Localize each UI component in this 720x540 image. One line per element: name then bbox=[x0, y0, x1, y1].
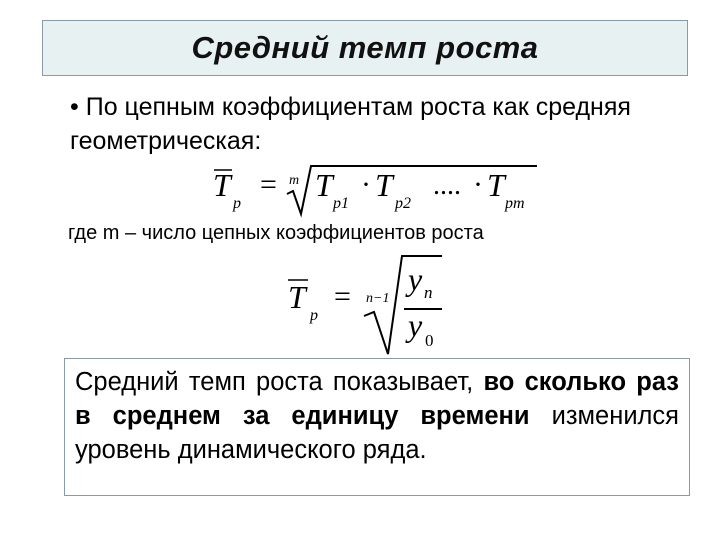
root-index: m bbox=[289, 173, 300, 188]
denominator-main: y bbox=[408, 307, 423, 343]
formula-level-ratio bbox=[282, 250, 472, 356]
bullet-point bbox=[70, 90, 690, 158]
ellipsis: .... bbox=[433, 170, 461, 201]
formula-chain-coefficients bbox=[205, 160, 545, 220]
factor-1-main: T bbox=[315, 167, 333, 203]
title-banner bbox=[42, 20, 688, 76]
factor-1-sub: p1 bbox=[333, 195, 349, 212]
bullet-marker: • bbox=[70, 93, 79, 121]
lhs-sub: p bbox=[233, 195, 241, 212]
dot-operator-end: · bbox=[473, 168, 483, 201]
factor-2-sub: p2 bbox=[395, 195, 411, 212]
bullet-text: По цепным коэффициентам роста как средняя геометрическая: bbox=[70, 93, 631, 155]
note-text: где m – число цепных коэффициентов роста bbox=[68, 222, 484, 244]
numerator-main: y bbox=[408, 261, 423, 297]
equals-sign: = bbox=[260, 168, 277, 201]
conclusion-emphasis: во сколько раз в среднем за единицу времени bbox=[75, 368, 679, 430]
conclusion-box bbox=[64, 358, 690, 496]
dot-operator: · bbox=[361, 168, 371, 201]
conclusion-part-2: изменился уровень динамического ряда. bbox=[75, 402, 679, 464]
factor-m-sub: pm bbox=[505, 195, 525, 212]
numerator-sub: n bbox=[424, 283, 433, 302]
lhs-main: T bbox=[213, 167, 231, 203]
equals-sign: = bbox=[334, 280, 351, 313]
factor-2-main: T bbox=[375, 167, 393, 203]
lhs-main: T bbox=[288, 279, 306, 315]
denominator-sub: 0 bbox=[425, 331, 434, 350]
factor-m-main: T bbox=[487, 167, 505, 203]
conclusion-text bbox=[75, 365, 679, 467]
root-index: n−1 bbox=[366, 291, 390, 306]
slide-title: Средний темп роста bbox=[191, 30, 539, 65]
conclusion-part-1: Средний темп роста показывает, bbox=[75, 368, 484, 396]
lhs-sub: p bbox=[310, 307, 318, 324]
